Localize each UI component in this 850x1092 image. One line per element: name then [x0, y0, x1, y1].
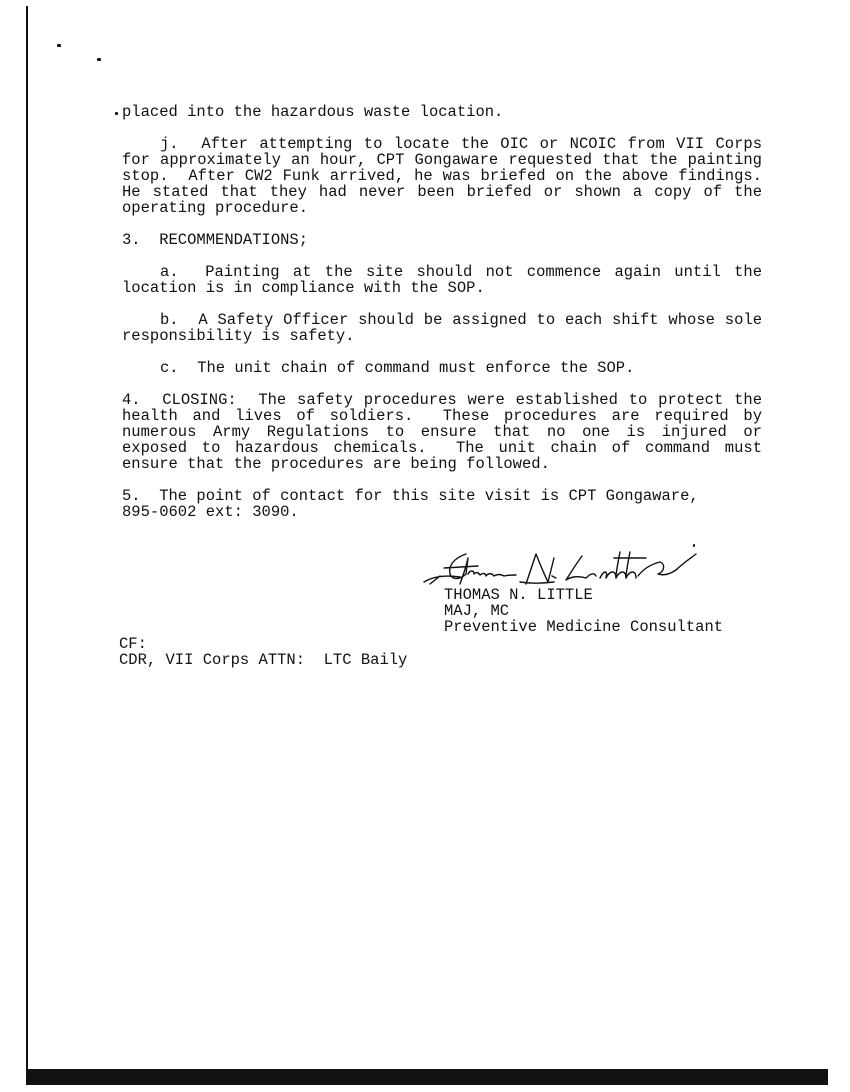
scan-left-border — [26, 6, 28, 1072]
recommendation-c: c. The unit chain of command must enforce the SOP. — [160, 359, 635, 377]
signer-title: Preventive Medicine Consultant — [444, 618, 724, 636]
letter-body — [122, 103, 781, 521]
recommendations-heading: 3. RECOMMENDATIONS; — [122, 231, 309, 249]
signer-name: THOMAS N. LITTLE — [444, 586, 593, 604]
scan-speck — [693, 544, 695, 547]
scan-speck — [115, 112, 118, 115]
signature-block — [444, 587, 723, 635]
recommendation-b: b. A Safety Officer should be assigned to each shift whose sole responsibility is safety. — [122, 311, 772, 345]
cf-recipient: CDR, VII Corps ATTN: LTC Baily — [119, 651, 408, 669]
cf-label: CF: — [119, 635, 147, 653]
scan-speck — [97, 58, 101, 61]
scan-bottom-mark — [218, 1083, 236, 1085]
handwritten-signature — [420, 548, 710, 590]
copy-furnished — [119, 636, 407, 668]
paragraph-j: j. After attempting to locate the OIC or NCOIC from VII Corps for approximately an hour, CPT Gongaware requested that the painting stop. After CW2 Funk arrived, he was briefed on the above findings. He stated that they had never been briefed or shown a copy of the operating procedure. — [122, 135, 781, 217]
point-of-contact: 5. The point of contact for this site visit is CPT Gongaware, 895-0602 ext: 3090. — [122, 487, 709, 521]
scan-speck — [57, 44, 61, 47]
continuation-line: placed into the hazardous waste location. — [122, 103, 504, 121]
closing-paragraph: 4. CLOSING: The safety procedures were established to protect the health and lives of soldiers. These procedures are required by numerous Army Regulations to ensure that no one is injured or exposed to hazardous chemicals. The unit chain of command must ensure that the procedures are being followed. — [122, 391, 772, 473]
scan-bottom-border — [26, 1069, 828, 1085]
signer-rank: MAJ, MC — [444, 602, 510, 620]
recommendation-a: a. Painting at the site should not commence again until the location is in compliance with the SOP. — [122, 263, 772, 297]
